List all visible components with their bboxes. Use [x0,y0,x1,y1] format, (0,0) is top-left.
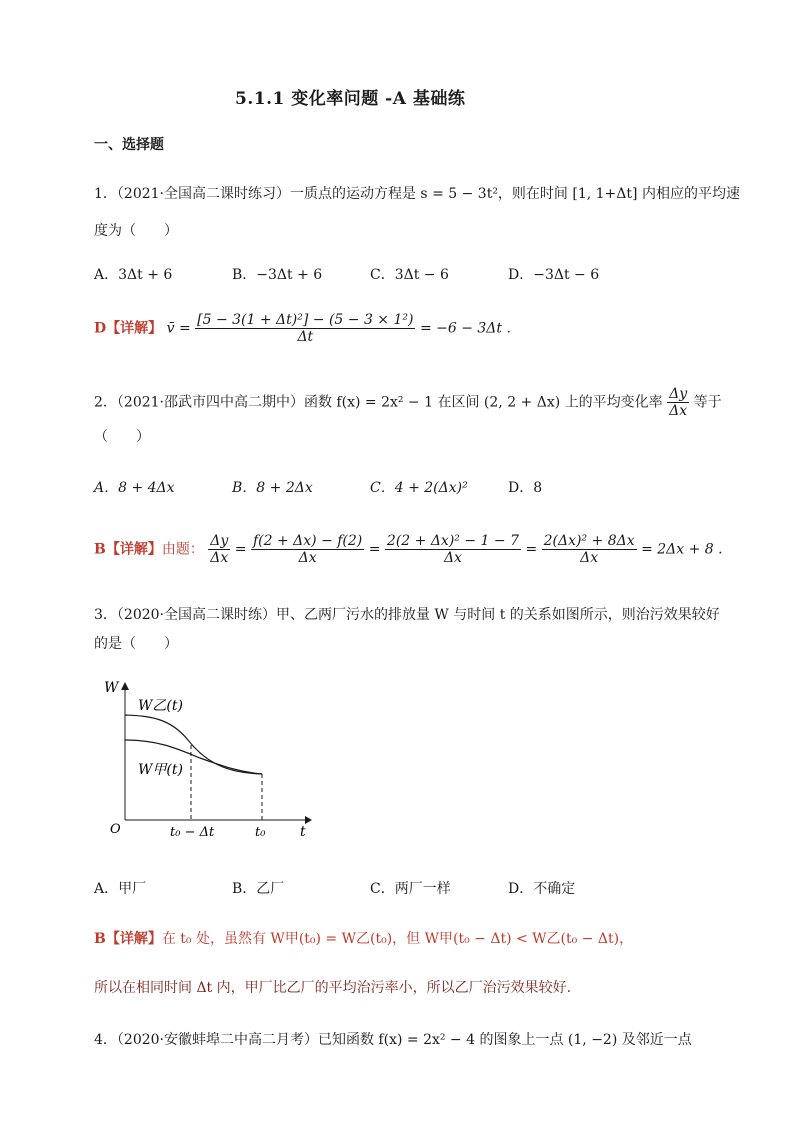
question-4-text: 4．（2020·安徽蚌埠二中高二月考）已知函数 f(x) = 2x² − 4 的图象上一点 (1, −2) 及邻近一点 [94,1032,692,1048]
q2-rate-fraction [667,386,689,419]
q1-option-b: B．−3Δt + 6 [232,267,323,283]
q1-answer-lhs: v̄ = [166,320,191,337]
origin-label: O [110,822,121,837]
q3-answer-tag: B【详解】 [94,931,162,947]
q2-rate-denominator: Δx [669,403,688,419]
q2-answer-rhs: = 2Δx + 8 . [641,541,723,558]
q2-frac-3-den: Δx [443,550,462,566]
q1-fraction-numerator: [5 − 3(1 + Δt)²] − (5 − 3 × 1²) [197,312,414,328]
q2-option-c: C．4 + 2(Δx)² [370,480,468,496]
q2-frac-3-num: 2(2 + Δx)² − 1 − 7 [386,533,519,549]
x-axis-label: t [300,824,306,840]
q3-option-d: D．不确定 [508,881,576,897]
q2-answer-tag: B【详解】 [94,541,162,558]
page-title: 5.1.1 变化率问题 -A 基础练 [235,89,466,109]
x-axis-arrow [305,816,312,824]
q2-answer-prefix: 由题： [161,541,204,558]
q2-option-b: B．8 + 2Δx [232,480,313,496]
q2-answer-frac-3 [385,533,521,566]
q3-option-a: A．甲厂 [94,881,147,897]
q2-frac-2-num: f(2 + Δx) − f(2) [252,533,363,549]
q2-answer-frac-2 [251,533,364,566]
q3-explanation: 所以在相同时间 Δt 内，甲厂比乙厂的平均治污率小，所以乙厂治污效果较好. [94,980,572,996]
q2-frac-2-den: Δx [298,550,317,566]
question-3-text-cont: 的是（ ） [94,636,178,652]
question-3-text: 3．（2020·全国高二课时练）甲、乙两厂污水的排放量 W 与时间 t 的关系如图所示，则治污效果较好 [94,607,720,623]
question-2-text [94,386,722,419]
q2-rate-numerator: Δy [669,386,688,402]
q3-graph [90,670,320,845]
q2-frac-4-den: Δx [580,550,599,566]
q3-answer-text: 在 t₀ 处，虽然有 W甲(t₀) = W乙(t₀)，但 W甲(t₀ − Δt) < W乙(t₀ − Δt)， [161,931,634,947]
q2-answer-frac-4 [542,533,637,566]
q1-option-c: C．3Δt − 6 [370,267,449,283]
q2-answer-frac-1 [208,533,230,566]
q1-answer [94,312,511,345]
question-1-text: 1．（2021·全国高二课时练习）一质点的运动方程是 s = 5 − 3t²，则在时间 [1, 1+Δt] 内相应的平均速 [94,186,740,202]
q1-option-a: A．3Δt + 6 [94,267,173,283]
q1-fraction-denominator: Δt [297,329,314,345]
tick-t0-minus-dt: t₀ − Δt [170,825,215,840]
y-axis-arrow [121,682,129,690]
q3-option-b: B．乙厂 [232,881,285,897]
q2-option-d: D．8 [508,480,543,496]
q2-frac-1-den: Δx [210,550,229,566]
question-1-text-cont: 度为（ ） [94,223,178,239]
q3-option-c: C．两厂一样 [370,881,451,897]
section-heading: 一、选择题 [94,137,164,153]
tick-t0: t₀ [255,825,266,840]
q2-text-main: 2．（2021·邵武市四中高二期中）函数 f(x) = 2x² − 1 在区间 (2, 2 + Δx) 上的平均变化率 [94,394,663,411]
curve-upper-label: W乙(t) [138,698,183,714]
curve-lower-label: W甲(t) [138,762,183,778]
y-axis-label: W [104,680,119,696]
q2-option-a: A．8 + 4Δx [94,480,175,496]
q3-answer [94,928,633,948]
q1-answer-rhs: = −6 − 3Δt . [419,320,511,337]
q2-text-end: 等于 [693,394,722,411]
q2-frac-4-num: 2(Δx)² + 8Δx [543,533,635,549]
question-2-text-cont: （ ） [94,429,150,445]
q1-answer-tag: D【详解】 [94,320,163,337]
q1-option-d: D．−3Δt − 6 [508,267,600,283]
q1-answer-fraction [195,312,415,345]
q2-frac-1-num: Δy [210,533,229,549]
q2-answer: B【详解】由题： $\frac{\Delta y}{\Delta x}$ = $\frac{f(2 + \Delta x) - f(2)}{\Delta x}$ = $\frac{\text{2(2 + Δx)² − 1 − 7}}{\Delta x}$ = $\frac{\text{2(Δx)² + 8Δx}}{\Delta x}$ = 2Δx + 8 . [94,533,723,566]
